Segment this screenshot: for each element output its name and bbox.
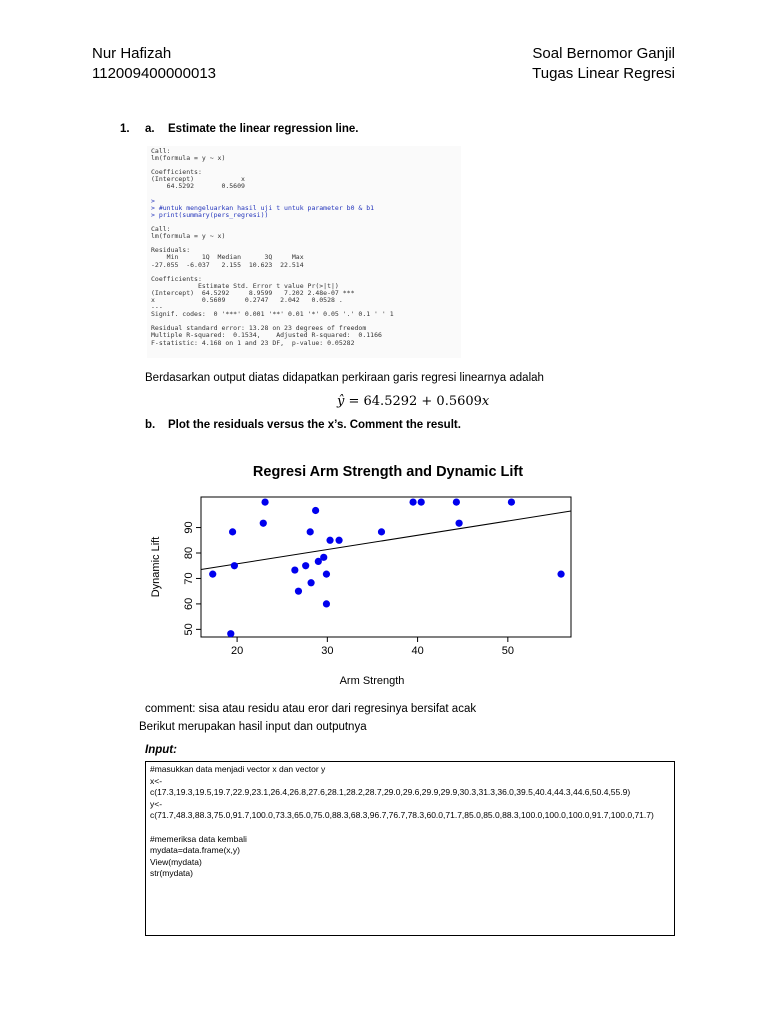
data-point — [295, 588, 302, 595]
r-output-line: x 0.5609 0.2747 2.042 0.0528 . — [151, 295, 343, 304]
chart-title: Regresi Arm Strength and Dynamic Lift — [252, 464, 524, 480]
data-point — [260, 520, 267, 527]
data-points — [209, 498, 565, 637]
r-output-line: (Intercept) x — [151, 175, 245, 184]
input-code-line: y<- — [150, 798, 163, 809]
data-point — [227, 630, 234, 637]
data-point — [231, 562, 238, 569]
input-code-line: #masukkan data menjadi vector x dan vector y — [150, 764, 326, 774]
data-point — [453, 498, 460, 505]
r-output-line: Coefficients: — [151, 168, 202, 177]
x-axis-label: Arm Strength — [339, 675, 405, 687]
r-output-screenshot — [147, 146, 461, 358]
data-point — [307, 579, 314, 586]
y-tick-label: 70 — [183, 572, 195, 585]
data-point — [508, 498, 515, 505]
data-point — [302, 562, 309, 569]
data-point — [335, 537, 342, 544]
follow-text: Berikut merupakan hasil input dan outputnya — [139, 721, 367, 733]
r-output-line: lm(formula = y ~ x) — [151, 154, 226, 163]
author-name: Nur Hafizah — [92, 45, 172, 62]
regression-line — [201, 511, 571, 570]
document-title: Soal Bernomor Ganjil — [532, 45, 675, 62]
r-output-line: Coefficients: — [151, 274, 202, 283]
r-output-line: Multiple R-squared: 0.1534, Adjusted R-squared: 0.1166 — [151, 331, 382, 340]
x-tick-label: 30 — [321, 645, 334, 657]
y-tick-label: 60 — [183, 597, 195, 611]
x-tick-label: 40 — [411, 645, 424, 657]
comment-text: comment: sisa atau residu atau eror dari regresinya bersifat acak — [145, 703, 477, 715]
r-output-line: -27.055 -6.037 2.155 10.623 22.514 — [151, 260, 304, 269]
question-1b-letter: b. — [145, 419, 156, 431]
input-code-box — [145, 761, 675, 936]
data-point — [307, 528, 314, 535]
data-point — [557, 571, 564, 578]
data-point — [455, 520, 462, 527]
r-output-line: Signif. codes: 0 '***' 0.001 '**' 0.01 '*' 0.05 '.' 0.1 ' ' 1 — [151, 310, 394, 319]
question-1a-letter: a. — [145, 123, 155, 135]
data-point — [229, 528, 236, 535]
input-label: Input: — [145, 744, 177, 756]
question-number: 1. — [120, 123, 130, 135]
r-output-line: F-statistic: 4.168 on 1 and 23 DF, p-value: 0.05282 — [151, 338, 355, 347]
input-code-line — [150, 822, 674, 834]
input-code-line: x<- — [150, 775, 163, 786]
y-hat-symbol: ŷ — [337, 394, 345, 409]
input-code-line: str(mydata) — [150, 868, 193, 879]
r-output-line: Min 1Q Median 3Q Max — [166, 253, 304, 262]
x-symbol: x — [481, 394, 490, 409]
regression-equation: ŷ = 64.5292 + 0.5609x — [337, 394, 490, 409]
data-point — [209, 571, 216, 578]
r-output-line: Estimate Std. Error t value Pr(>|t|) — [197, 281, 339, 290]
data-point — [312, 507, 319, 514]
data-point — [326, 537, 333, 544]
header-left — [92, 44, 216, 84]
data-point — [378, 528, 385, 535]
data-point — [261, 498, 268, 505]
regression-line-layer — [201, 511, 571, 570]
plot-frame — [201, 497, 571, 637]
data-point — [418, 498, 425, 505]
input-code-line: View(mydata) — [150, 856, 202, 867]
input-code-line: #memeriksa data kembali — [150, 833, 247, 844]
r-output-line: lm(formula = y ~ x) — [151, 232, 226, 241]
r-output-line: Residual standard error: 13.28 on 23 degrees of freedom — [151, 324, 367, 333]
input-code-line: c(71.7,48.3,88.3,75.0,91.7,100.0,73.3,65.0,75.0,88.3,68.3,96.7,76.7,78.3,60.0,71.7,85.0,85.0,88.3,100.0,100.0,100.0,91.7,100.0,71.7) — [150, 810, 654, 821]
data-point — [320, 554, 327, 561]
question-1b-text: Plot the residuals versus the x’s. Comment the result. — [168, 419, 461, 431]
r-output-line: 64.5292 0.5609 — [166, 182, 245, 191]
y-tick-label: 90 — [183, 521, 195, 534]
x-tick-label: 50 — [501, 645, 514, 657]
r-output-text — [147, 146, 461, 347]
input-code-line: c(17.3,19.3,19.5,19.7,22.9,23.1,26.4,26.8,27.6,28.1,28.2,28.7,29.0,29.6,29.9,29.9,30.3,31.3,36.0,39.5,40.4,44.3,44.6,50.4,55.9) — [150, 787, 631, 798]
conclusion-text: Berdasarkan output diatas didapatkan perkiraan garis regresi linearnya adalah — [145, 372, 544, 384]
y-axis-label: Dynamic Lift — [150, 536, 162, 598]
r-output-line: (Intercept) 64.5292 8.9599 7.202 2.48e-07 *** — [151, 288, 355, 297]
r-output-line: > — [151, 196, 155, 205]
r-output-line: Call: — [151, 225, 171, 234]
data-point — [409, 498, 416, 505]
question-1a-text: Estimate the linear regression line. — [168, 123, 359, 135]
r-output-line: > #untuk mengeluarkan hasil uji t untuk parameter b0 & b1 — [151, 203, 375, 212]
r-output-line: --- — [151, 303, 163, 312]
input-code — [146, 762, 674, 880]
r-output-line: Residuals: — [151, 246, 191, 255]
assignment-subject: Tugas Linear Regresi — [532, 65, 675, 82]
scatter-chart — [140, 455, 580, 695]
data-point — [291, 566, 298, 573]
y-tick-label: 80 — [183, 546, 195, 560]
data-point — [323, 571, 330, 578]
x-tick-label: 20 — [230, 645, 244, 657]
input-code-line: mydata=data.frame(x,y) — [150, 845, 240, 856]
y-tick-label: 50 — [183, 623, 195, 636]
r-output-line: Call: — [151, 147, 171, 155]
r-output-line: > print(summary(pers_regresi)) — [151, 210, 269, 219]
header-right — [532, 44, 675, 84]
student-id: 112009400000013 — [92, 65, 217, 82]
data-point — [323, 600, 330, 607]
